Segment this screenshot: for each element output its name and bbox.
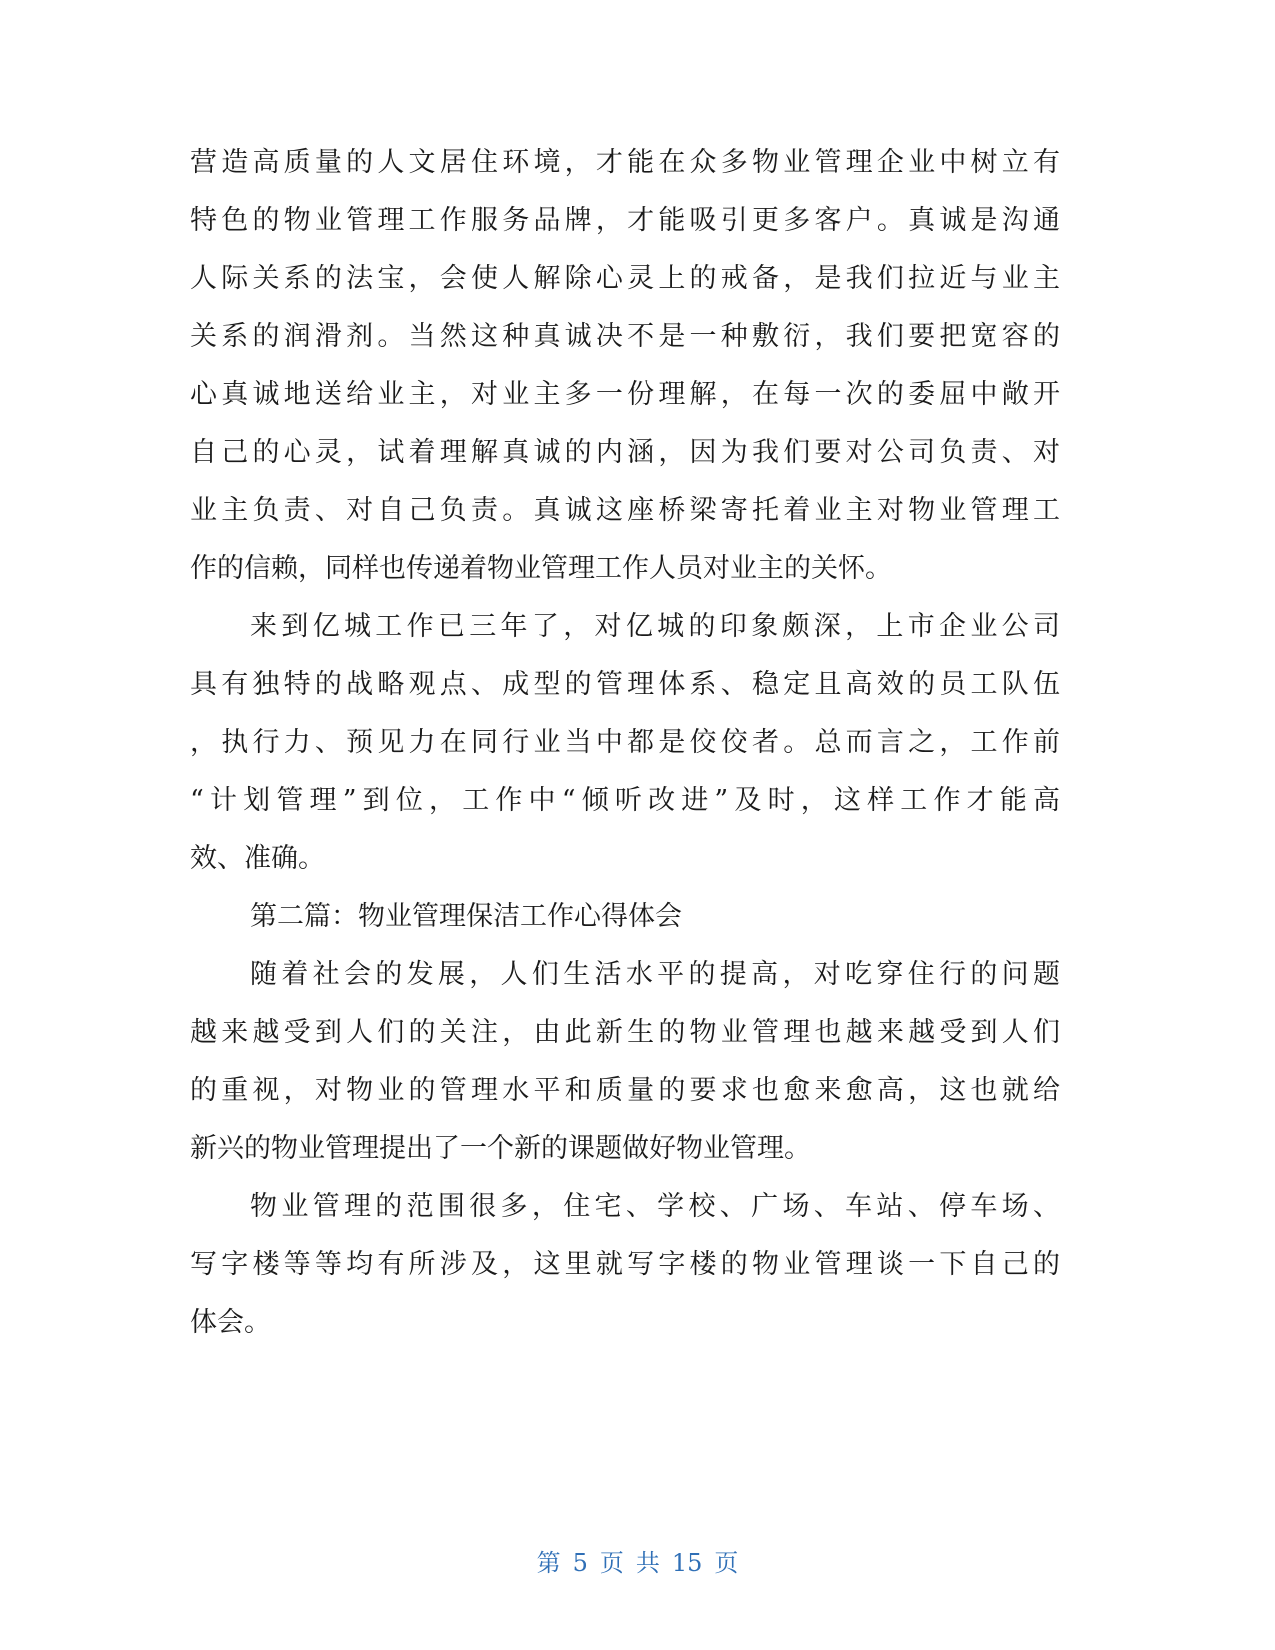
text-line: ，执行力、预见力在同行业当中都是佼佼者。总而言之，工作前 [190,727,1060,758]
text-line: 来到亿城工作已三年了，对亿城的印象颇深，上市企业公司 [250,611,1060,642]
text-line: 写字楼等等均有所涉及，这里就写字楼的物业管理谈一下自己的 [190,1249,1060,1280]
text-line: 心真诚地送给业主，对业主多一份理解，在每一次的委屈中敞开 [190,379,1060,410]
text-line: 关系的润滑剂。当然这种真诚决不是一种敷衍，我们要把宽容的 [190,321,1060,352]
footer-total-pages: 15 [671,1549,703,1577]
text-line: 随着社会的发展，人们生活水平的提高，对吃穿住行的问题 [250,959,1060,990]
page-footer [0,1546,1275,1580]
footer-page-word: 页 [599,1549,624,1577]
text-line: 越来越受到人们的关注，由此新生的物业管理也越来越受到人们 [190,1017,1060,1048]
text-line: 具有独特的战略观点、成型的管理体系、稳定且高效的员工队伍 [190,669,1060,700]
text-line: 物业管理的范围很多，住宅、学校、广场、车站、停车场、 [250,1191,1060,1222]
text-line: 体会。 [190,1307,271,1338]
text-line: “计划管理”到位，工作中“倾听改进”及时，这样工作才能高 [190,785,1060,816]
section-heading: 第二篇：物业管理保洁工作心得体会 [250,901,682,932]
text-line: 的重视，对物业的管理水平和质量的要求也愈来愈高，这也就给 [190,1075,1060,1106]
footer-total-word: 共 [635,1549,660,1577]
footer-prefix: 第 [536,1549,561,1577]
text-line: 自己的心灵，试着理解真诚的内涵，因为我们要对公司负责、对 [190,437,1060,468]
text-line: 业主负责、对自己负责。真诚这座桥梁寄托着业主对物业管理工 [190,495,1060,526]
text-line: 人际关系的法宝，会使人解除心灵上的戒备，是我们拉近与业主 [190,263,1060,294]
text-line: 效、准确。 [190,843,325,874]
text-line: 营造高质量的人文居住环境，才能在众多物业管理企业中树立有 [190,147,1060,178]
text-line: 作的信赖，同样也传递着物业管理工作人员对业主的关怀。 [190,553,892,584]
text-line: 特色的物业管理工作服务品牌，才能吸引更多客户。真诚是沟通 [190,205,1060,236]
footer-current-page: 5 [572,1549,588,1577]
footer-suffix: 页 [714,1549,739,1577]
text-line: 新兴的物业管理提出了一个新的课题做好物业管理。 [190,1133,811,1164]
